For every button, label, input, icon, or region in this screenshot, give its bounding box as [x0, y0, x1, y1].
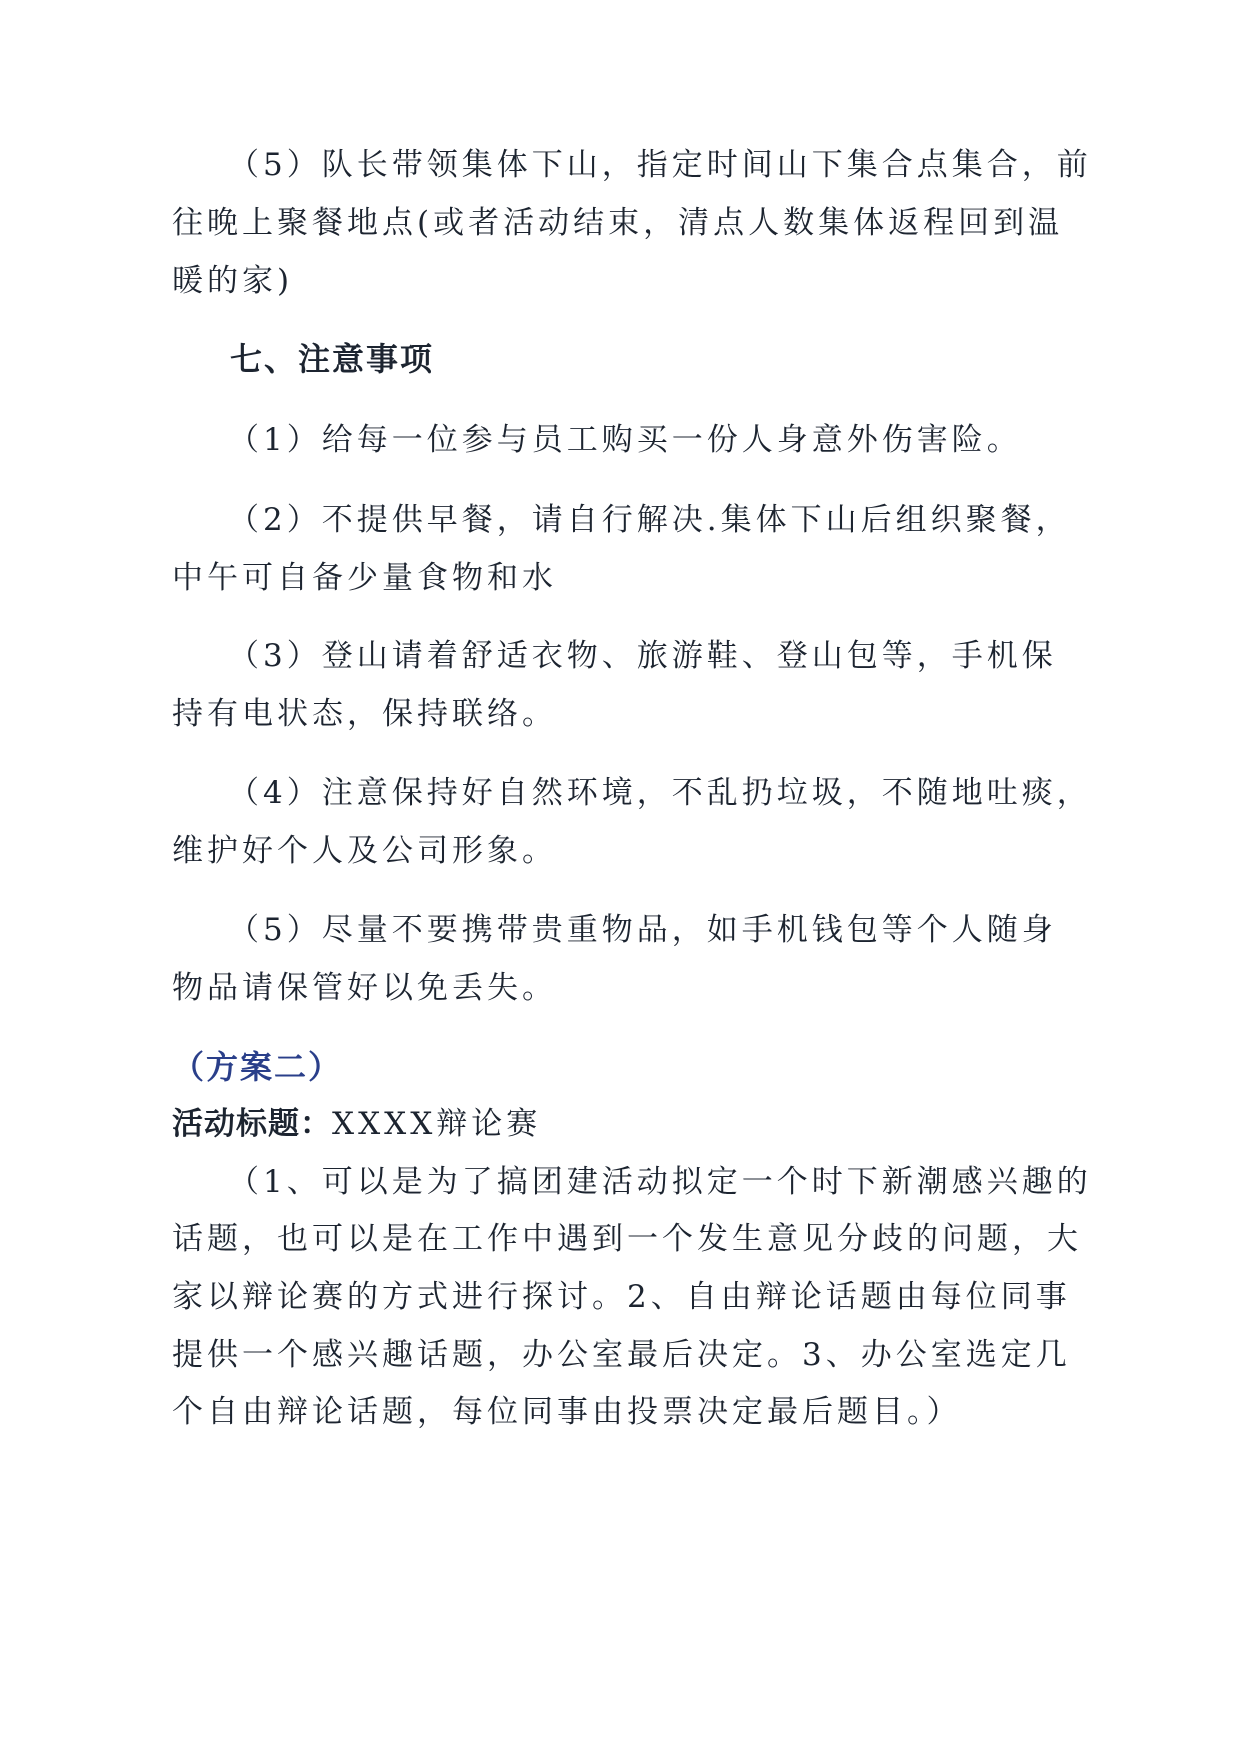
activity-title-value: XXXX辩论赛: [332, 1106, 542, 1142]
plan2-paragraph-line-2: 话题，也可以是在工作中遇到一个发生意见分歧的问题，大: [172, 1221, 1082, 1257]
step5-line-2: 往晚上聚餐地点(或者活动结束，清点人数集体返程回到温: [172, 205, 1064, 241]
plan2-heading: （方案二）: [172, 1048, 343, 1086]
section7-heading: 七、注意事项: [230, 340, 435, 378]
notice-item-1-line-1: （1）给每一位参与员工购买一份人身意外伤害险。: [228, 422, 1022, 458]
notice-item-2-line-1: （2）不提供早餐，请自行解决.集体下山后组织聚餐，: [228, 502, 1071, 538]
plan2-paragraph-line-4: 提供一个感兴趣话题，办公室最后决定。3、办公室选定几: [172, 1337, 1071, 1373]
activity-title-line: [172, 1104, 541, 1144]
activity-title-label: 活动标题：: [172, 1106, 332, 1142]
step5-line-3: 暖的家): [172, 263, 294, 299]
plan2-paragraph-line-1: （1、可以是为了搞团建活动拟定一个时下新潮感兴趣的: [228, 1164, 1092, 1200]
step5-line-1: （5）队长带领集体下山，指定时间山下集合点集合，前: [228, 147, 1092, 183]
notice-item-3-line-2: 持有电状态，保持联络。: [172, 696, 557, 732]
notice-item-5-line-1: （5）尽量不要携带贵重物品，如手机钱包等个人随身: [228, 912, 1057, 948]
notice-item-2-line-2: 中午可自备少量食物和水: [172, 560, 557, 596]
notice-item-5-line-2: 物品请保管好以免丢失。: [172, 970, 557, 1006]
plan2-paragraph-line-3: 家以辩论赛的方式进行探讨。2、自由辩论话题由每位同事: [172, 1279, 1071, 1315]
notice-item-4-line-1: （4）注意保持好自然环境，不乱扔垃圾，不随地吐痰，: [228, 775, 1092, 811]
notice-item-4-line-2: 维护好个人及公司形象。: [172, 833, 557, 869]
plan2-paragraph-line-5: 个自由辩论话题，每位同事由投票决定最后题目。）: [172, 1394, 962, 1430]
notice-item-3-line-1: （3）登山请着舒适衣物、旅游鞋、登山包等，手机保: [228, 638, 1057, 674]
